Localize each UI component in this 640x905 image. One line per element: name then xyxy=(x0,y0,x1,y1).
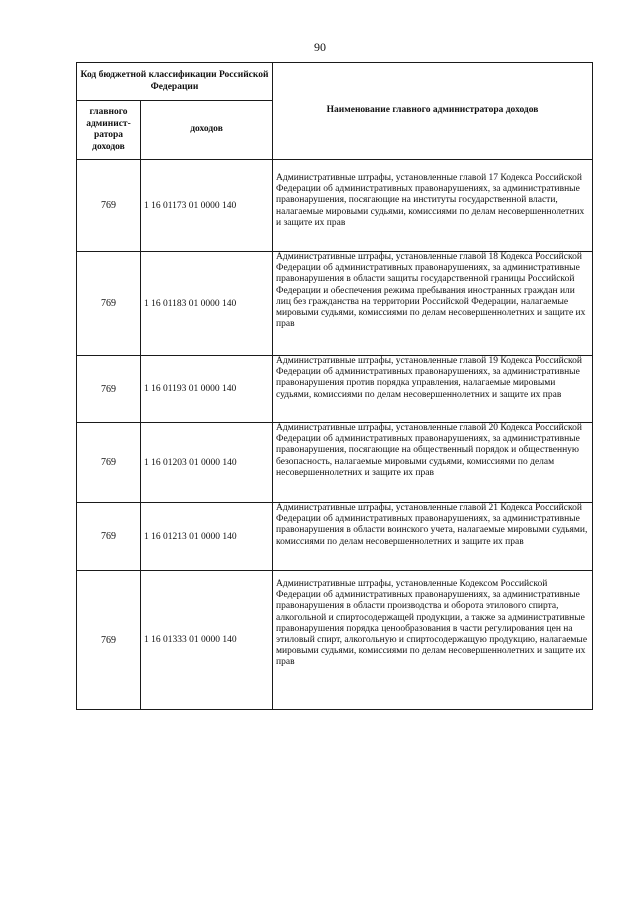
administrator-name-cell: Административные штрафы, установленные главой 17 Кодекса Российской Федерации об административных правонарушениях, за административные правонарушения, посягающие на институты государственной власти, налагаемые мировыми судьями, комиссиями по делам несовершеннолетних и защите их прав xyxy=(273,160,593,252)
income-code-cell: 1 16 01213 01 0000 140 xyxy=(141,503,273,571)
admin-code-cell: 769 xyxy=(77,356,141,423)
budget-classification-table xyxy=(76,62,593,710)
administrator-name-cell: Административные штрафы, установленные Кодексом Российской Федерации об административных правонарушениях, за административные правонарушения в области производства и оборота этилового спирта, алкогольной и спиртосодержащей продукции, а также за административные правонарушения порядка ценообразования в части регулирования цен на этиловый спирт, алкогольную и спиртосодержащую продукцию, налагаемые мировыми судьями, комиссиями по делам несовершеннолетних и защите их прав xyxy=(273,571,593,710)
table-row xyxy=(77,356,593,423)
administrator-name-cell: Административные штрафы, установленные главой 18 Кодекса Российской Федерации об административных правонарушениях, за административные правонарушения в области защиты государственной границы Российской Федерации и обеспечения режима пребывания иностранных граждан или лиц без гражданства на территории Российской Федерации, налагаемые мировыми судьями, комиссиями по делам несовершеннолетних и защите их прав xyxy=(273,252,593,356)
administrator-name-cell: Административные штрафы, установленные главой 20 Кодекса Российской Федерации об административных правонарушениях, за административные правонарушения, посягающие на общественный порядок и общественную безопасность, налагаемые мировыми судьями, комиссиями по делам несовершеннолетних и защите их прав xyxy=(273,423,593,503)
table-row xyxy=(77,503,593,571)
income-code-cell: 1 16 01333 01 0000 140 xyxy=(141,571,273,710)
income-code-cell: 1 16 01183 01 0000 140 xyxy=(141,252,273,356)
header-income-code: доходов xyxy=(141,101,273,160)
income-code-cell: 1 16 01193 01 0000 140 xyxy=(141,356,273,423)
header-administrator-name: Наименование главного администратора доходов xyxy=(273,63,593,160)
administrator-name-cell: Административные штрафы, установленные главой 21 Кодекса Российской Федерации об административных правонарушениях, за административные правонарушения в области воинского учета, налагаемые мировыми судьями, комиссиями по делам несовершеннолетних и защите их прав xyxy=(273,503,593,571)
income-code-cell: 1 16 01173 01 0000 140 xyxy=(141,160,273,252)
admin-code-cell: 769 xyxy=(77,423,141,503)
header-chief-administrator: главного админист-ратора доходов xyxy=(77,101,141,160)
table-row xyxy=(77,571,593,710)
table-row xyxy=(77,252,593,356)
administrator-name-cell: Административные штрафы, установленные главой 19 Кодекса Российской Федерации об административных правонарушениях, за административные правонарушения против порядка управления, налагаемые мировыми судьями, комиссиями по делам несовершеннолетних и защите их прав xyxy=(273,356,593,423)
table-row xyxy=(77,423,593,503)
admin-code-cell: 769 xyxy=(77,160,141,252)
admin-code-cell: 769 xyxy=(77,503,141,571)
admin-code-cell: 769 xyxy=(77,571,141,710)
page-number: 90 xyxy=(314,40,326,54)
admin-code-cell: 769 xyxy=(77,252,141,356)
table-row xyxy=(77,160,593,252)
header-budget-code-group: Код бюджетной классификации Российской Федерации xyxy=(77,63,273,101)
income-code-cell: 1 16 01203 01 0000 140 xyxy=(141,423,273,503)
